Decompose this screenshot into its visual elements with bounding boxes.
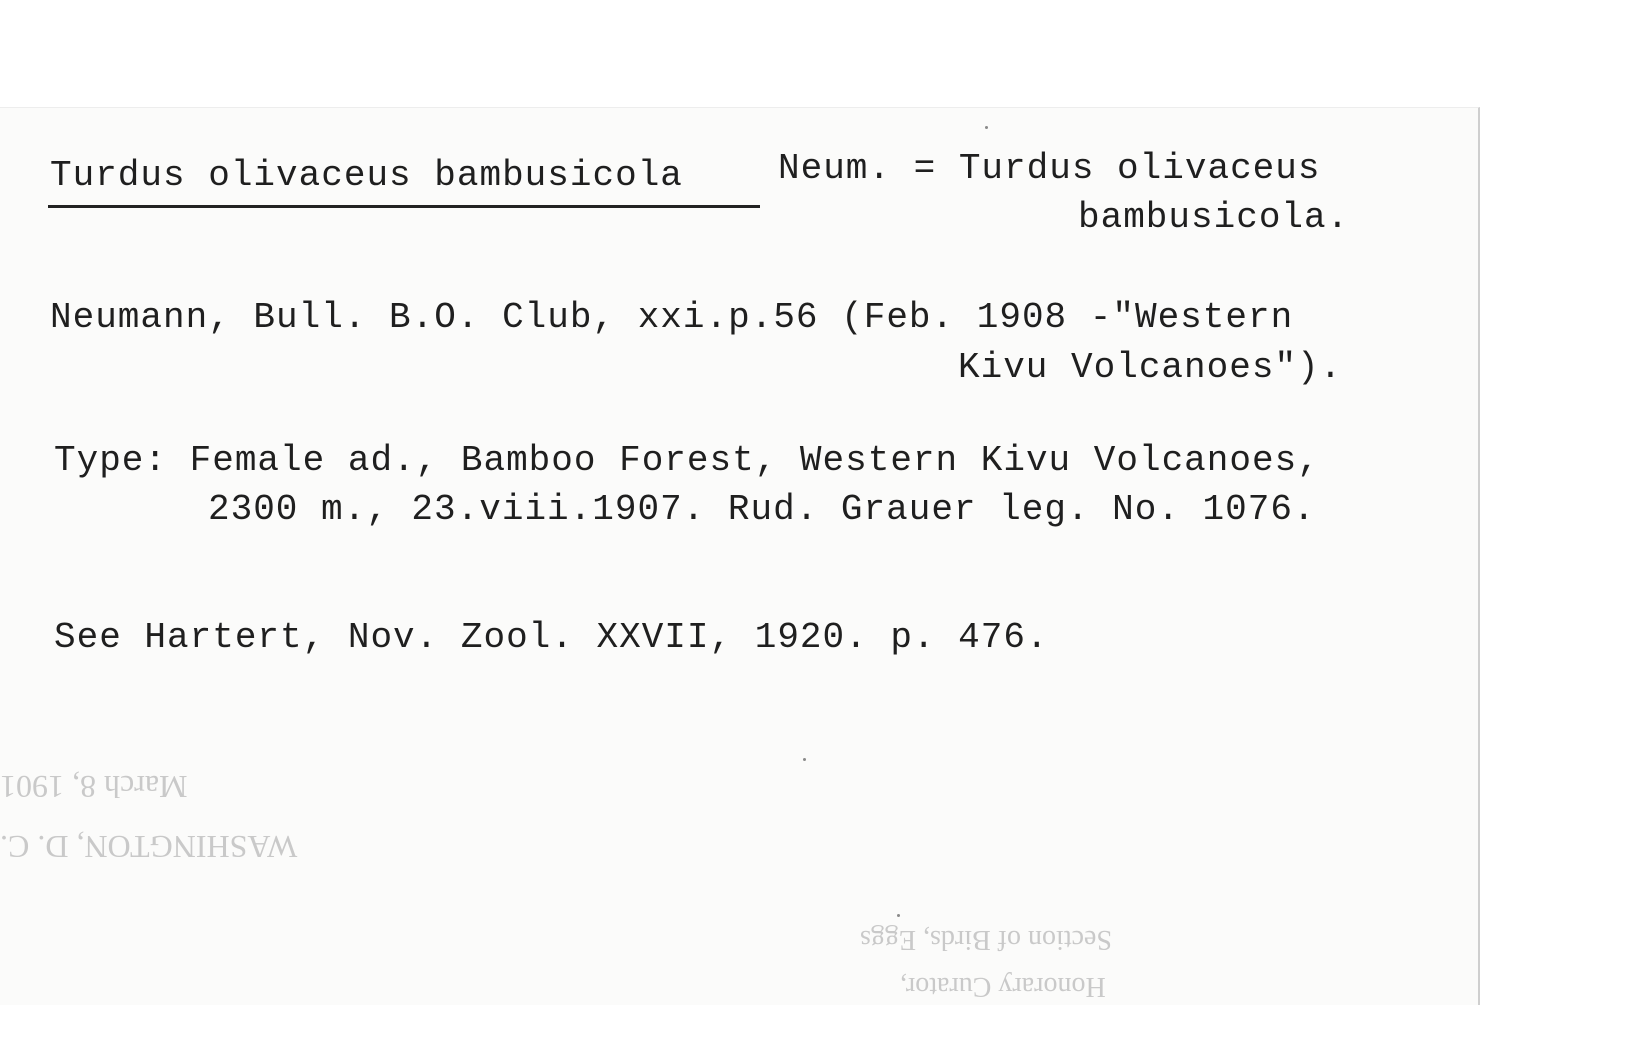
type-line-1: Type: Female ad., Bamboo Forest, Western Kivu Volcanoes, <box>54 440 1320 481</box>
show-through-curator: Honorary Curator, <box>900 971 1106 1002</box>
paper-speck <box>803 758 806 761</box>
title-synonym-line-1: Neum. = Turdus olivaceus <box>778 148 1321 189</box>
show-through-section: Section of Birds, Eggs <box>860 924 1112 955</box>
citation-line-1: Neumann, Bull. B.O. Club, xxi.p.56 (Feb. 1908 -"Western <box>50 297 1294 338</box>
see-reference: See Hartert, Nov. Zool. XXVII, 1920. p. 476. <box>54 617 1049 658</box>
type-line-2: 2300 m., 23.viii.1907. Rud. Grauer leg. No. 1076. <box>208 489 1316 530</box>
citation-line-2: Kivu Volcanoes"). <box>958 347 1343 388</box>
show-through-date: March 8, 1901 <box>0 769 188 805</box>
title-underline <box>48 205 760 208</box>
catalog-card <box>0 107 1480 1005</box>
paper-speck <box>985 126 988 129</box>
title-scientific-name: Turdus olivaceus bambusicola <box>50 155 683 196</box>
show-through-city: WASHINGTON, D. C. <box>0 829 298 865</box>
paper-speck <box>897 914 900 917</box>
title-synonym-line-2: bambusicola. <box>1078 197 1350 238</box>
